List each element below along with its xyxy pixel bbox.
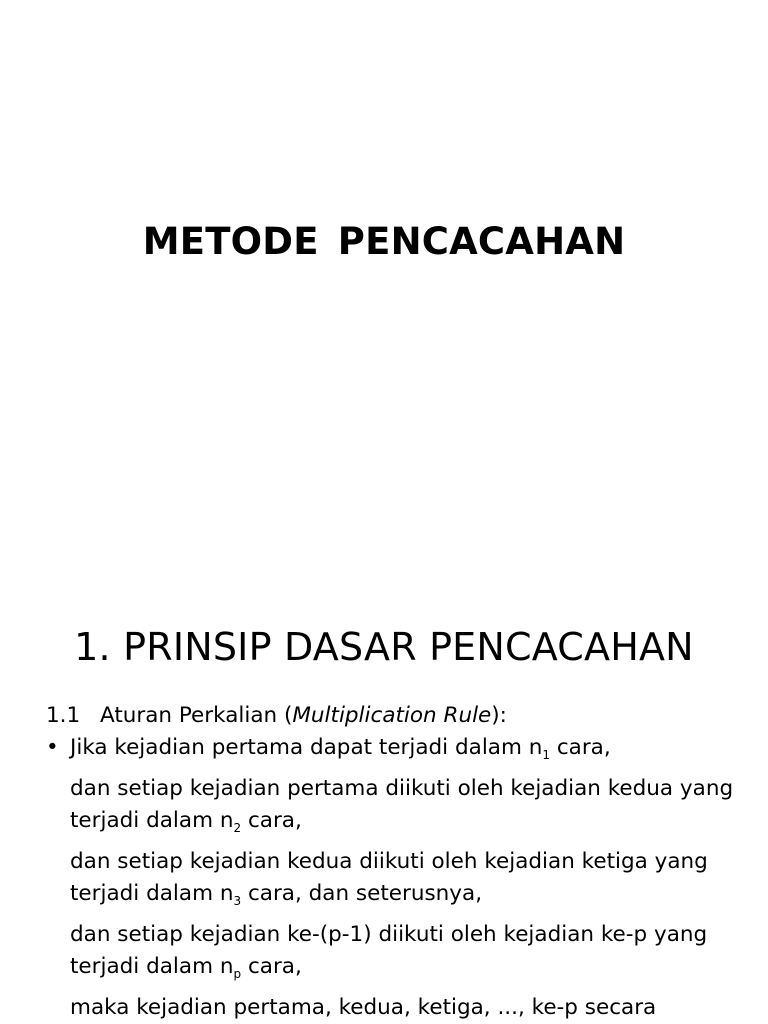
rule-heading (46, 700, 746, 732)
paragraph-text: maka kejadian pertama, kedua, ketiga, ..., ke-p secara (70, 995, 657, 1020)
paragraph-text-end: cara, dan seterusnya, (241, 881, 483, 906)
rule-label-italic: Multiplication Rule (292, 703, 492, 728)
bullet-text-main: Jika kejadian pertama dapat terjadi dalam n (70, 735, 543, 760)
bullet-item (46, 732, 746, 764)
slide-body (46, 700, 746, 1024)
paragraph-subscript: p (233, 967, 242, 981)
paragraph-subscript: 3 (233, 894, 242, 908)
paragraph-item (46, 919, 746, 983)
paragraph-subscript: 2 (233, 821, 242, 835)
paragraph-text-end: cara, (241, 954, 302, 979)
paragraph-text-end: cara, (241, 808, 302, 833)
paragraph-item (46, 773, 746, 837)
paragraph-item (46, 992, 746, 1024)
bullet-text (46, 732, 746, 764)
paragraph-text: dan setiap kejadian pertama diikuti oleh kejadian kedua yang terjadi dalam n (70, 776, 734, 833)
content-slide (0, 575, 768, 1024)
paragraph-text: dan setiap kejadian kedua diikuti oleh kejadian ketiga yang terjadi dalam n (70, 849, 708, 906)
main-title: METODE PENCACAHAN (142, 220, 626, 263)
rule-number: 1.1 (46, 703, 81, 728)
bullet-icon: • (46, 735, 59, 760)
rule-label-suffix: ): (491, 703, 507, 728)
section-title: 1. PRINSIP DASAR PENCACAHAN (74, 625, 694, 669)
paragraph-text: dan setiap kejadian ke-(p-1) diikuti oleh kejadian ke-p yang terjadi dalam n (70, 922, 708, 979)
paragraph-item (46, 846, 746, 910)
bullet-text-end: cara, (550, 735, 611, 760)
rule-label-prefix: Aturan Perkalian ( (100, 703, 293, 728)
bullet-subscript: 1 (542, 748, 551, 762)
